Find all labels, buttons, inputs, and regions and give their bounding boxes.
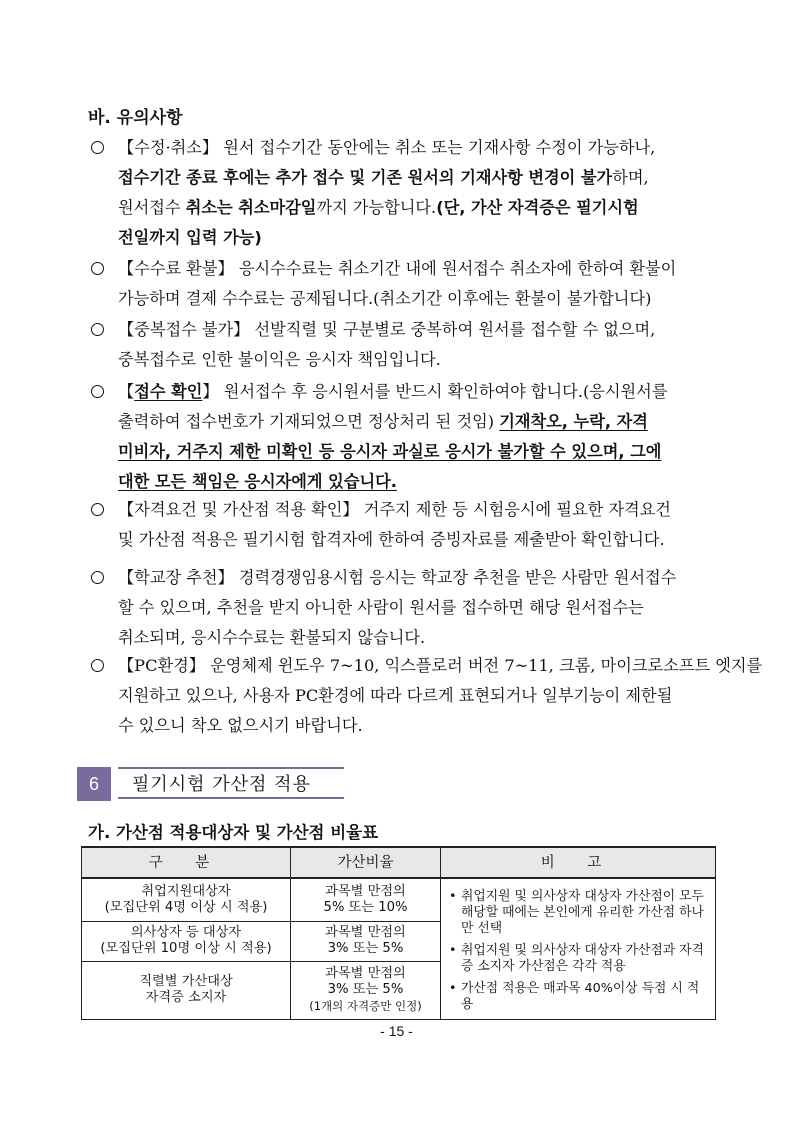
text-run: 전일까지 입력 가능) — [118, 228, 262, 247]
text-run: 접수기간 종료 후에는 추가 접수 및 기존 원서의 기재사항 변경이 불가 — [118, 168, 613, 187]
circle-bullet-icon — [91, 385, 104, 398]
notice-line — [118, 681, 672, 711]
text-run: 원서접수 — [118, 198, 186, 217]
text-run: 대한 모든 책임은 응시자에게 있습니다. — [118, 472, 397, 491]
text-run: 【자격요건 및 가산점 적용 확인】 거주지 제한 등 시험응시에 필요한 자격요건 — [118, 500, 671, 519]
notice-line — [118, 437, 661, 467]
table-heading: 가. 가산점 적용대상자 및 가산점 비율표 — [88, 823, 379, 842]
circle-bullet-icon — [91, 141, 104, 154]
section-title: 필기시험 가산점 적용 — [118, 767, 344, 799]
notice-line — [118, 711, 363, 741]
note-item: 가산점 적용은 매과목 40%이상 득점 시 적용 — [461, 981, 700, 1012]
notice-line — [118, 623, 425, 653]
text-run: (단, 가산 자격증은 필기시험 — [436, 198, 639, 217]
text-run: 【중복접수 불가】 선발직렬 및 구분별로 중복하여 원서를 접수할 수 없으며, — [118, 320, 656, 339]
text-run: 지원하고 있으나, 사용자 PC환경에 따라 다르게 표현되거나 일부기능이 제한될 — [118, 686, 673, 705]
text-run: 까지 가능합니다. — [316, 198, 437, 217]
page-number: - 15 - — [380, 1023, 413, 1039]
circle-bullet-icon — [91, 262, 104, 275]
text-run: 미비자, 거주지 제한 미확인 등 응시자 과실로 응시가 불가할 수 있으며, 그에 — [118, 442, 662, 461]
note-item: 취업지원 및 의사상자 대상자 가산점과 자격증 소지자 가산점은 각각 적용 — [461, 943, 704, 974]
table-cell-category: 직렬별 가산대상 자격증 소지자 — [82, 961, 291, 1019]
notice-line — [118, 163, 649, 193]
circle-bullet-icon — [91, 571, 104, 584]
circle-bullet-icon — [91, 659, 104, 672]
header-ratio: 가산비율 — [291, 847, 441, 878]
section-number-badge: 6 — [77, 767, 111, 801]
notice-line — [118, 345, 441, 375]
notice-line — [118, 133, 655, 163]
text-run: 할 수 있으며, 추천을 받지 아니한 사람이 원서를 접수하면 해당 원서접수는 — [118, 598, 644, 617]
table-cell-ratio: 과목별 만점의 3% 또는 5% (1개의 자격증만 인정) — [291, 961, 441, 1019]
text-run: 【 — [118, 382, 135, 401]
text-run: 기재착오, 누락, 자격 — [499, 412, 648, 431]
notice-line — [118, 284, 651, 314]
text-run: 수 있으니 착오 없으시기 바랍니다. — [118, 716, 363, 735]
text-run: 취소되며, 응시수수료는 환불되지 않습니다. — [118, 628, 426, 647]
text-run: 【수수료 환불】 응시수수료는 취소기간 내에 원서접수 취소자에 한하여 환불이 — [118, 259, 677, 278]
bonus-rate-table — [81, 846, 716, 1020]
notice-line — [118, 563, 676, 593]
table-cell-category: 의사상자 등 대상자 (모집단위 10명 이상 시 적용) — [82, 922, 291, 962]
text-run: 【PC환경】 운영체제 윈도우 7~10, 익스플로러 버전 7~11, 크롬, 마이크로소프트 엣지를 — [118, 656, 763, 675]
text-run: 중복접수로 인한 불이익은 응시자 책임입니다. — [118, 350, 441, 369]
table-cell-ratio: 과목별 만점의 5% 또는 10% — [291, 878, 441, 922]
header-category: 구 분 — [82, 847, 291, 878]
table-cell-category: 취업지원대상자 (모집단위 4명 이상 시 적용) — [82, 878, 291, 922]
header-note: 비 고 — [441, 847, 716, 878]
text-run: 】 원서접수 후 응시원서를 반드시 확인하여야 합니다.(응시원서를 — [202, 382, 668, 401]
text-run: 취소는 취소마감일 — [185, 198, 317, 217]
section-heading: 바. 유의사항 — [88, 108, 183, 128]
notice-line — [118, 593, 644, 623]
text-run: 하며, — [612, 168, 649, 187]
notice-line — [118, 467, 397, 497]
text-run: 【수정·취소】 원서 접수기간 동안에는 취소 또는 기재사항 수정이 가능하나, — [118, 138, 656, 157]
notice-line — [118, 254, 676, 284]
notice-line — [118, 193, 639, 223]
notice-line — [118, 377, 667, 407]
notice-line — [118, 315, 655, 345]
text-run: 【학교장 추천】 경력경쟁임용시험 응시는 학교장 추천을 받은 사람만 원서접수 — [118, 568, 677, 587]
text-run: 가능하며 결제 수수료는 공제됩니다.(취소기간 이후에는 환불이 불가합니다) — [118, 289, 652, 308]
notice-line — [118, 407, 648, 437]
table-cell-notes: • 취업지원 및 의사상자 대상자 가산점이 모두 해당할 때에는 본인에게 유리한 가산점 하나만 선택 • 취업지원 및 의사상자 대상자 가산점과 자격증 소지자 가산점은 각각 적용 • 가산점 적용은 매과목 40%이상 득점 시 적용 — [441, 878, 716, 1020]
circle-bullet-icon — [91, 503, 104, 516]
notice-line — [118, 223, 262, 253]
circle-bullet-icon — [91, 323, 104, 336]
text-run: 및 가산점 적용은 필기시험 합격자에 한하여 증빙자료를 제출받아 확인합니다. — [118, 530, 665, 549]
table-cell-ratio: 과목별 만점의 3% 또는 5% — [291, 922, 441, 962]
text-run: 접수 확인 — [134, 382, 203, 401]
text-run: 출력하여 접수번호가 기재되었으면 정상처리 된 것임) — [118, 412, 500, 431]
notice-line — [118, 651, 762, 681]
notice-line — [118, 525, 665, 555]
notice-line — [118, 495, 671, 525]
note-item: 취업지원 및 의사상자 대상자 가산점이 모두 해당할 때에는 본인에게 유리한 가산점 하나만 선택 — [461, 889, 704, 936]
